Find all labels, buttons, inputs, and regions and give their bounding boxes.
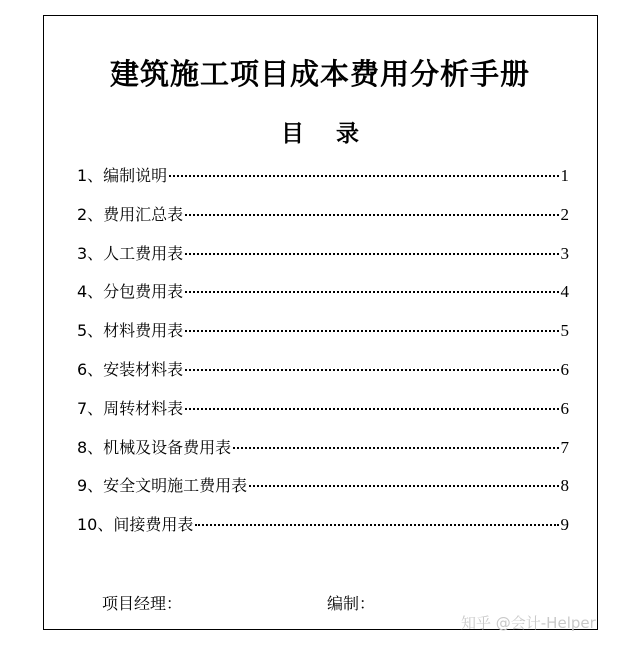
dot-leader — [249, 485, 558, 487]
dot-leader — [233, 447, 558, 449]
toc-entry — [77, 202, 569, 241]
dot-leader — [185, 330, 558, 332]
compiler-label: 编制： — [327, 594, 376, 613]
toc-list — [77, 163, 569, 551]
toc-entry-page: 5 — [560, 321, 569, 341]
toc-entry — [77, 163, 569, 202]
toc-entry-label: 10、间接费用表 — [77, 515, 194, 535]
toc-entry-label: 6、安装材料表 — [77, 359, 184, 379]
toc-entry — [77, 318, 569, 357]
toc-entry — [77, 241, 569, 280]
toc-entry-label: 4、分包费用表 — [77, 282, 184, 302]
toc-heading: 目录 — [281, 121, 391, 147]
toc-entry-page: 6 — [560, 359, 569, 379]
toc-entry — [77, 279, 569, 318]
toc-entry-label: 1、编制说明 — [77, 166, 168, 185]
document-title: 建筑施工项目成本费用分析手册 — [109, 57, 530, 91]
dot-leader — [195, 524, 558, 526]
dot-leader — [185, 291, 558, 293]
toc-entry-label: 5、材料费用表 — [77, 321, 184, 341]
toc-entry-page: 6 — [560, 398, 569, 418]
toc-entry — [77, 473, 569, 512]
toc-entry-page: 1 — [560, 166, 569, 185]
toc-entry-label: 2、费用汇总表 — [77, 204, 184, 224]
toc-entry — [77, 512, 569, 551]
project-manager-label: 项目经理： — [102, 594, 183, 613]
dot-leader — [185, 369, 558, 371]
toc-entry-label: 9、安全文明施工费用表 — [77, 476, 248, 496]
toc-entry-label: 7、周转材料表 — [77, 398, 184, 418]
toc-entry-page: 4 — [560, 282, 569, 302]
toc-entry — [77, 357, 569, 396]
toc-entry-page: 3 — [560, 243, 569, 263]
watermark: 知乎 @会计-Helper — [461, 614, 596, 632]
dot-leader — [169, 175, 558, 177]
toc-entry-label: 3、人工费用表 — [77, 243, 184, 263]
dot-leader — [185, 253, 558, 255]
toc-entry-page: 7 — [560, 437, 569, 457]
toc-entry-label: 8、机械及设备费用表 — [77, 437, 232, 457]
dot-leader — [185, 214, 558, 216]
toc-entry-page: 2 — [560, 204, 569, 224]
dot-leader — [185, 408, 558, 410]
toc-entry-page: 8 — [560, 476, 569, 496]
toc-entry-page: 9 — [560, 515, 569, 535]
toc-entry — [77, 396, 569, 435]
toc-entry — [77, 435, 569, 474]
